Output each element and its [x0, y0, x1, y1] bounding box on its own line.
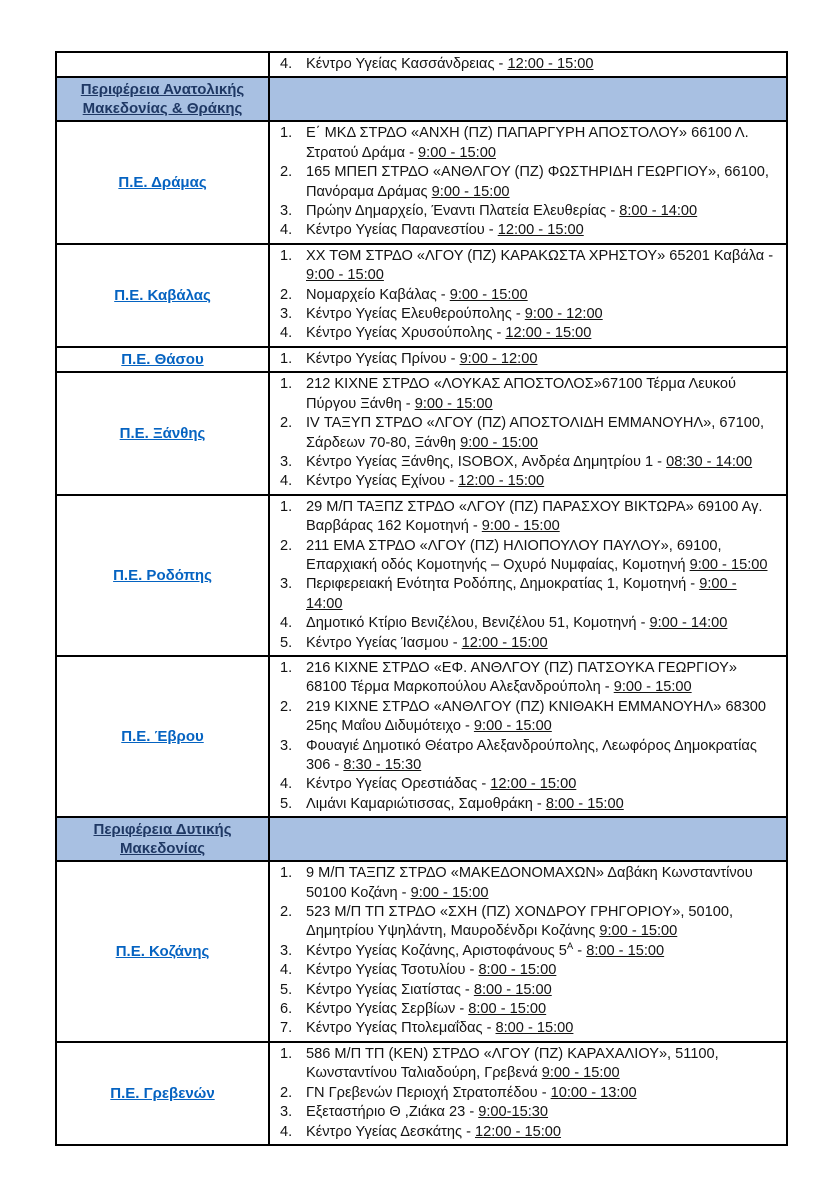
unit-name-cell	[56, 244, 269, 347]
schedule-item	[280, 453, 774, 472]
region-group-header-cell	[56, 817, 269, 861]
item-number: 3.	[280, 942, 293, 959]
unit-name-cell	[56, 656, 269, 817]
unit-name-cell	[56, 121, 269, 243]
unit-name-cell	[56, 495, 269, 656]
item-text: Εξεταστήριο Θ ,Ζιάκα 23 - 9:00-15:30	[306, 1104, 549, 1121]
item-number: 4.	[280, 56, 293, 72]
region-group-header-spacer	[269, 77, 787, 121]
item-hours: 9:00 - 15:00	[599, 923, 678, 940]
item-hours: 8:00 - 14:00	[619, 203, 698, 220]
item-superscript: Α	[566, 940, 574, 952]
schedule-item	[280, 221, 774, 240]
item-text: Κέντρο Υγείας Εχίνου - 12:00 - 15:00	[306, 473, 545, 490]
unit-name-link[interactable]: Π.Ε. Καβάλας	[114, 286, 211, 304]
item-hours: 9:00 - 15:00	[541, 1065, 620, 1082]
unit-row	[56, 121, 787, 243]
schedule-item	[280, 124, 774, 163]
item-number: 7.	[280, 1020, 293, 1037]
schedule-item	[280, 1045, 774, 1084]
schedule-item	[280, 247, 774, 286]
schedule-item	[280, 414, 774, 453]
item-hours: 9:00-15:30	[478, 1104, 549, 1121]
item-hours: 12:00 - 15:00	[475, 1123, 562, 1140]
item-number: 3.	[280, 737, 293, 754]
unit-row	[56, 1042, 787, 1145]
item-number: 3.	[280, 306, 293, 323]
schedule-item	[280, 1019, 774, 1038]
item-text: Πρώην Δημαρχείο, Έναντι Πλατεία Ελευθερίας - 8:00 - 14:00	[306, 203, 698, 220]
item-text: Κέντρο Υγείας Κοζάνης, Αριστοφάνους $5^A$ - 8:00 - 15:00	[306, 940, 665, 959]
item-text: Κέντρο Υγείας Ξάνθης, ISOBOX, Ανδρέα Δημητρίου 1 - 08:30 - 14:00	[306, 453, 753, 470]
item-hours: 12:00 - 15:00	[507, 56, 594, 72]
schedule-item	[280, 775, 774, 794]
item-number: 2.	[280, 415, 293, 432]
unit-items-cell	[269, 372, 787, 494]
item-hours: 12:00 - 15:00	[505, 325, 592, 342]
item-hours: 8:00 - 15:00	[478, 962, 557, 979]
item-number: 2.	[280, 286, 293, 303]
item-text: Κέντρο Υγείας Ορεστιάδας - 12:00 - 15:00	[306, 776, 577, 793]
item-hours: 12:00 - 15:00	[458, 473, 545, 490]
item-number: 2.	[280, 164, 293, 181]
unit-items-cell	[269, 52, 787, 77]
item-number: 3.	[280, 203, 293, 220]
schedule-item	[280, 202, 774, 221]
item-hours: 8:30 - 15:30	[343, 757, 422, 773]
unit-name-link[interactable]: Π.Ε. Έβρου	[121, 728, 204, 746]
schedule-item	[280, 575, 774, 614]
item-number: 1.	[280, 865, 293, 882]
unit-name-cell	[56, 347, 269, 372]
unit-items-cell	[269, 656, 787, 817]
item-text: Νομαρχείο Καβάλας - 9:00 - 15:00	[306, 286, 528, 303]
unit-items-cell	[269, 244, 787, 347]
unit-row	[56, 861, 787, 1042]
unit-name-link[interactable]: Π.Ε. Θάσου	[121, 351, 204, 369]
item-number: 4.	[280, 325, 293, 342]
item-number: 5.	[280, 634, 293, 651]
item-text: IV ΤΑΞΥΠ ΣΤΡΔΟ «ΛΓΟΥ (ΠΖ) ΑΠΟΣΤΟΛΙΔΗ ΕΜΜΑΝΟΥΗΛ», 67100, Σάρδεων 70-80, Ξάνθη 9:00 - 15:00	[306, 415, 764, 451]
item-number: 5.	[280, 795, 293, 812]
item-hours: 12:00 - 15:00	[461, 634, 548, 651]
item-number: 1.	[280, 376, 293, 393]
item-hours: 9:00 - 15:00	[460, 434, 538, 451]
item-number: 3.	[280, 1104, 293, 1121]
unit-row	[56, 656, 787, 817]
schedule-item	[280, 1000, 774, 1019]
item-text: Δημοτικό Κτίριο Βενιζέλου, Βενιζέλου 51, Κομοτηνή - 9:00 - 14:00	[306, 615, 728, 632]
item-hours: 08:30 - 14:00	[666, 453, 753, 470]
item-hours: 12:00 - 15:00	[497, 222, 584, 239]
item-text: 165 ΜΠΕΠ ΣΤΡΔΟ «ΑΝΘΛΓΟΥ (ΠΖ) ΦΩΣΤΗΡΙΔΗ ΓΕΩΡΓΙΟΥ», 66100, Πανόραμα Δράμας 9:00 - 15:00	[306, 164, 769, 200]
region-group-header-row	[56, 817, 787, 861]
schedule-item	[280, 375, 774, 414]
item-text: Λιμάνι Καμαριώτισσας, Σαμοθράκη - 8:00 - 15:00	[306, 795, 624, 812]
item-hours: 9:00 - 12:00	[524, 306, 603, 323]
item-number: 2.	[280, 698, 293, 715]
item-text: Κέντρο Υγείας Κασσάνδρειας - 12:00 - 15:00	[306, 56, 594, 72]
item-number: 3.	[280, 576, 293, 593]
item-text: Κέντρο Υγείας Χρυσούπολης - 12:00 - 15:00	[306, 325, 592, 342]
unit-row	[56, 495, 787, 656]
item-text: ΓΝ Γρεβενών Περιοχή Στρατοπέδου - 10:00 - 13:00	[306, 1084, 637, 1101]
unit-name-link[interactable]: Π.Ε. Ροδόπης	[113, 566, 212, 584]
unit-name-cell	[56, 52, 269, 77]
item-hours: 9:00 - 15:00	[449, 286, 528, 303]
item-text: 9 Μ/Π ΤΑΞΠΖ ΣΤΡΔΟ «ΜΑΚΕΔΟΝΟΜΑΧΩΝ» Δαβάκη Κωνσταντίνου 50100 Κοζάνη - 9:00 - 15:00	[306, 865, 753, 901]
item-text: 523 Μ/Π ΤΠ ΣΤΡΔΟ «ΣΧΗ (ΠΖ) ΧΟΝΔΡΟΥ ΓΡΗΓΟΡΙΟΥ», 50100, Δημητρίου Υψηλάντη, Μαυροδένδρι Κοζάνης 9:00 - 15:00	[306, 904, 734, 940]
item-text: Ε΄ ΜΚΔ ΣΤΡΔΟ «ΑΝΧΗ (ΠΖ) ΠΑΠΑΡΓΥΡΗ ΑΠΟΣΤΟΛΟΥ» 66100 Λ. Στρατού Δράμα - 9:00 - 15:00	[306, 125, 749, 161]
item-hours: 8:00 - 15:00	[545, 795, 624, 812]
item-text: 219 ΚΙΧΝΕ ΣΤΡΔΟ «ΑΝΘΛΓΟΥ (ΠΖ) ΚΝΙΘΑΚΗ ΕΜΜΑΝΟΥΗΛ» 68300 25ης Μαΐου Διδυμότειχο - 9:00 - 15:00	[306, 698, 767, 735]
unit-name-link[interactable]: Π.Ε. Κοζάνης	[115, 943, 210, 961]
schedule-item	[280, 864, 774, 903]
unit-items-cell	[269, 495, 787, 656]
item-hours: 9:00 - 15:00	[473, 718, 552, 735]
schedule-item	[280, 961, 774, 980]
item-text: Κέντρο Υγείας Δεσκάτης - 12:00 - 15:00	[306, 1123, 562, 1140]
item-text: Κέντρο Υγείας Σερβίων - 8:00 - 15:00	[306, 1001, 547, 1018]
item-number: 1.	[280, 247, 293, 264]
item-number: 1.	[280, 498, 293, 515]
unit-name-link[interactable]: Π.Ε. Ξάνθης	[119, 425, 206, 442]
item-number: 2.	[280, 1084, 293, 1101]
item-hours: 9:00 - 15:00	[431, 183, 510, 200]
item-number: 4.	[280, 1123, 293, 1140]
item-hours: 9:00 - 14:00	[306, 576, 737, 612]
schedule-item	[280, 472, 774, 491]
item-hours: 9:00 - 14:00	[649, 615, 728, 632]
schedule-item	[280, 614, 774, 633]
item-text: Κέντρο Υγείας Σιατίστας - 8:00 - 15:00	[306, 981, 552, 998]
item-hours: 9:00 - 15:00	[410, 884, 489, 901]
schedule-item	[280, 634, 774, 653]
schedule-table	[55, 51, 788, 1146]
schedule-item	[280, 659, 774, 698]
item-text: 586 Μ/Π ΤΠ (ΚΕΝ) ΣΤΡΔΟ «ΛΓΟΥ (ΠΖ) ΚΑΡΑΧΑΛΙΟΥ», 51100, Κωνσταντίνου Ταλιαδούρη, Γρεβενά 9:00 - 15:00	[306, 1045, 719, 1082]
item-text: Κέντρο Υγείας Παρανεστίου - 12:00 - 15:00	[306, 222, 584, 239]
item-hours: 8:00 - 15:00	[495, 1020, 574, 1037]
unit-name-cell	[56, 861, 269, 1042]
region-group-link[interactable]: Περιφέρεια Ανατολικής Μακεδονίας & Θράκης	[80, 81, 245, 118]
item-hours: 8:00 - 15:00	[586, 942, 665, 959]
item-number: 4.	[280, 962, 293, 979]
item-text: Κέντρο Υγείας Πτολεμαΐδας - 8:00 - 15:00	[306, 1020, 574, 1037]
item-hours: 9:00 - 15:00	[414, 395, 493, 412]
schedule-item	[280, 537, 774, 576]
schedule-item	[280, 903, 774, 942]
unit-items-cell	[269, 121, 787, 243]
region-group-header-cell	[56, 77, 269, 121]
item-number: 4.	[280, 473, 293, 490]
item-text: Φουαγιέ Δημοτικό Θέατρο Αλεξανδρούπολης, Λεωφόρος Δημοκρατίας 306 - 8:30 - 15:30	[306, 737, 757, 773]
item-text: Περιφερειακή Ενότητα Ροδόπης, Δημοκρατίας 1, Κομοτηνή - 9:00 - 14:00	[306, 576, 737, 612]
region-group-header-row	[56, 77, 787, 121]
unit-name-link[interactable]: Π.Ε. Γρεβενών	[110, 1084, 215, 1102]
unit-items-cell	[269, 1042, 787, 1145]
item-hours: 10:00 - 13:00	[550, 1084, 637, 1101]
unit-row	[56, 52, 787, 77]
schedule-table-body	[56, 52, 787, 1145]
schedule-item	[280, 1084, 774, 1103]
item-number: 4.	[280, 222, 293, 239]
item-hours: 9:00 - 15:00	[613, 679, 692, 696]
unit-items-cell	[269, 347, 787, 372]
region-group-header-spacer	[269, 817, 787, 861]
unit-name-link[interactable]: Π.Ε. Δράμας	[118, 174, 207, 192]
item-text: 216 ΚΙΧΝΕ ΣΤΡΔΟ «ΕΦ. ΑΝΘΛΓΟΥ (ΠΖ) ΠΑΤΣΟΥΚΑ ΓΕΩΡΓΙΟΥ» 68100 Τέρμα Μαρκοπούλου Αλεξανδρούπολη - 9:00 - 15:00	[306, 659, 737, 696]
item-hours: 9:00 - 15:00	[481, 518, 560, 535]
item-number: 4.	[280, 615, 293, 632]
region-group-link[interactable]: Περιφέρεια Δυτικής Μακεδονίας	[93, 821, 232, 858]
item-number: 6.	[280, 1001, 293, 1018]
item-text: ΧΧ ΤΘΜ ΣΤΡΔΟ «ΛΓΟΥ (ΠΖ) ΚΑΡΑΚΩΣΤΑ ΧΡΗΣΤΟΥ» 65201 Καβάλα - 9:00 - 15:00	[306, 247, 774, 284]
schedule-item	[280, 942, 774, 961]
item-hours: 8:00 - 15:00	[473, 981, 552, 998]
unit-name-cell	[56, 1042, 269, 1145]
schedule-item	[280, 1103, 774, 1122]
item-hours: 8:00 - 15:00	[468, 1001, 547, 1018]
schedule-item	[280, 1123, 774, 1142]
schedule-item	[280, 350, 774, 369]
schedule-item	[280, 737, 774, 776]
item-number: 2.	[280, 537, 293, 554]
item-text: Κέντρο Υγείας Ίασμου - 12:00 - 15:00	[306, 634, 548, 651]
item-hours: 9:00 - 15:00	[689, 556, 768, 573]
schedule-item	[280, 324, 774, 343]
unit-row	[56, 347, 787, 372]
item-hours: 9:00 - 12:00	[459, 350, 538, 367]
schedule-item	[280, 305, 774, 324]
item-hours: 9:00 - 15:00	[418, 144, 496, 161]
schedule-item	[280, 498, 774, 537]
item-hours: 12:00 - 15:00	[490, 776, 577, 793]
item-number: 1.	[280, 125, 293, 142]
unit-row	[56, 244, 787, 347]
item-number: 5.	[280, 981, 293, 998]
unit-name-cell	[56, 372, 269, 494]
schedule-item	[280, 163, 774, 202]
schedule-item	[280, 55, 774, 74]
schedule-item	[280, 981, 774, 1000]
item-hours: 9:00 - 15:00	[306, 267, 384, 284]
item-text: Κέντρο Υγείας Ελευθερούπολης - 9:00 - 12:00	[306, 306, 603, 323]
schedule-item	[280, 286, 774, 305]
item-text: 211 ΕΜΑ ΣΤΡΔΟ «ΛΓΟΥ (ΠΖ) ΗΛΙΟΠΟΥΛΟΥ ΠΑΥΛΟΥ», 69100, Επαρχιακή οδός Κομοτηνής – Οχυρό Νυμφαίας, Κομοτηνή 9:00 - 15:00	[306, 537, 768, 573]
item-number: 2.	[280, 904, 293, 921]
schedule-item	[280, 698, 774, 737]
item-number: 1.	[280, 659, 293, 676]
item-text: Κέντρο Υγείας Πρίνου - 9:00 - 12:00	[306, 350, 538, 367]
item-text: 29 Μ/Π ΤΑΞΠΖ ΣΤΡΔΟ «ΛΓΟΥ (ΠΖ) ΠΑΡΑΣΧΟΥ ΒΙΚΤΩΡΑ» 69100 Αγ. Βαρβάρας 162 Κομοτηνή - 9:00 - 15:00	[306, 498, 763, 535]
item-number: 1.	[280, 1045, 293, 1062]
item-text: 212 ΚΙΧΝΕ ΣΤΡΔΟ «ΛΟΥΚΑΣ ΑΠΟΣΤΟΛΟΣ»67100 Τέρμα Λευκού Πύργου Ξάνθη - 9:00 - 15:00	[306, 376, 736, 412]
item-number: 3.	[280, 453, 293, 470]
item-number: 1.	[280, 350, 293, 367]
item-text: Κέντρο Υγείας Τσοτυλίου - 8:00 - 15:00	[306, 962, 557, 979]
unit-items-cell	[269, 861, 787, 1042]
item-number: 4.	[280, 776, 293, 793]
unit-row	[56, 372, 787, 494]
schedule-item	[280, 795, 774, 814]
